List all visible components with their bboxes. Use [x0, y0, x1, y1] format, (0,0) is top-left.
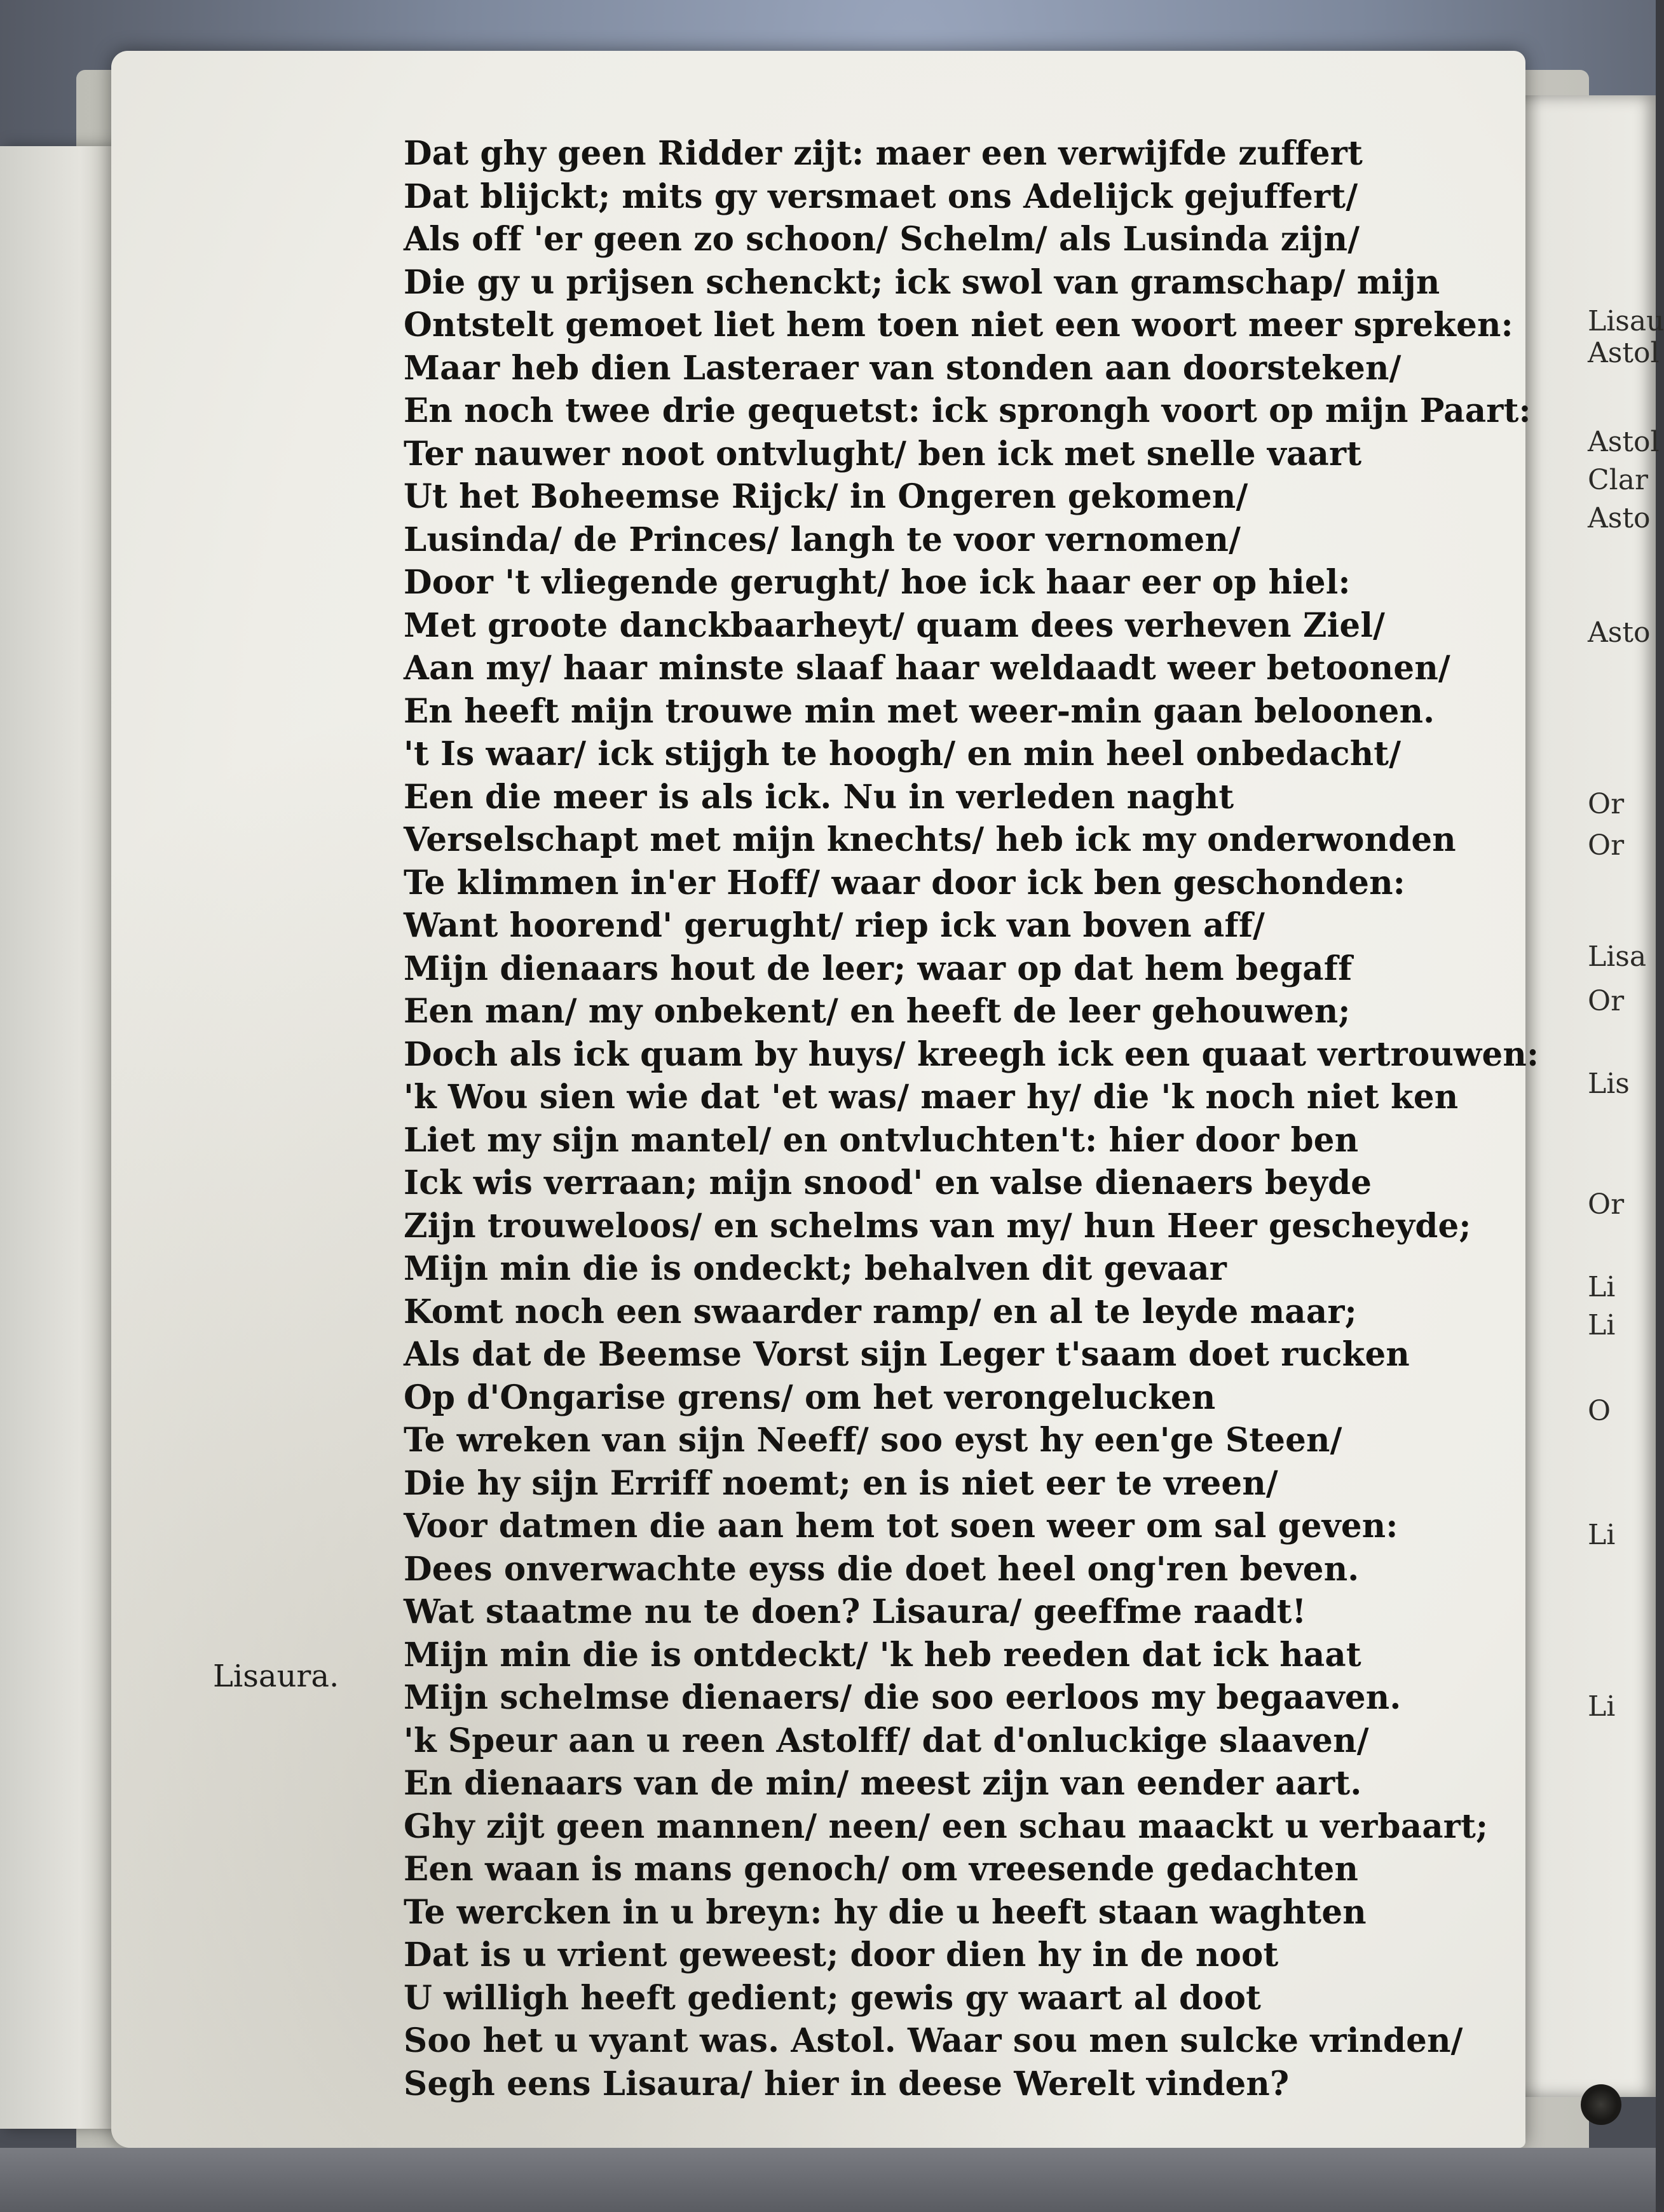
verse-line: Ghy zijt geen mannen/ neen/ een schau maackt u verbaart; — [404, 1807, 1489, 1846]
verse-line: Te klimmen in'er Hoff/ waar door ick ben geschonden: — [404, 863, 1405, 902]
verse-line: Te wercken in u breyn: hy die u heeft staan waghten — [404, 1892, 1367, 1932]
verse-line: Zijn trouweloos/ en schelms van my/ hun Heer gescheyde; — [404, 1206, 1471, 1245]
verse-line: 'k Wou sien wie dat 'et was/ maer hy/ die 'k noch niet ken — [404, 1078, 1459, 1116]
verse-line: Mijn dienaars hout de leer; waar op dat hem begaff — [404, 949, 1353, 988]
adjacent-page-fragment: Clar — [1588, 464, 1649, 496]
verse-line: Voor datmen die aan hem tot soen weer om sal geven: — [404, 1507, 1398, 1545]
verse-text-block — [404, 132, 1560, 2105]
verse-line: Want hoorend' gerught/ riep ick van boven aff/ — [404, 906, 1265, 945]
verse-line: En noch twee drie gequetst: ick sprongh voort op mijn Paart: — [404, 391, 1531, 430]
verse-line: Segh eens Lisaura/ hier in deese Werelt vinden? — [404, 2064, 1290, 2103]
verse-line: Mijn schelmse dienaers/ die soo eerloos my begaaven. — [404, 1678, 1401, 1717]
verse-line: Als off 'er geen zo schoon/ Schelm/ als Lusinda zijn/ — [404, 220, 1360, 259]
adjacent-page-fragment: Astol — [1588, 337, 1660, 369]
verse-line: Mijn min die is ondeckt; behalven dit gevaar — [404, 1249, 1227, 1288]
verse-line: Ick wis verraan; mijn snood' en valse dienaers beyde — [404, 1164, 1372, 1202]
verse-line: Soo het u vyant was. Astol. Waar sou men sulcke vrinden/ — [404, 2021, 1463, 2060]
verse-line: Verselschapt met mijn knechts/ heb ick my onderwonden — [404, 820, 1456, 859]
adjacent-page-fragment: Li — [1588, 1690, 1616, 1723]
verse-line: Wat staatme nu te doen? Lisaura/ geeffme raadt! — [404, 1592, 1307, 1631]
adjacent-page-fragment: Or — [1588, 985, 1625, 1017]
adjacent-page-fragment: Or — [1588, 829, 1625, 862]
adjacent-page-fragment: Lisau — [1588, 305, 1664, 337]
verse-line: Doch als ick quam by huys/ kreegh ick een quaat vertrouwen: — [404, 1035, 1539, 1074]
adjacent-page-fragment: Li — [1588, 1309, 1616, 1341]
verse-line: Dat ghy geen Ridder zijt: maer een verwijfde zuffert — [404, 134, 1363, 173]
book-page — [111, 51, 1539, 2148]
left-page-edge — [0, 146, 114, 2129]
verse-line: 'k Speur aan u reen Astolff/ dat d'onluckige slaaven/ — [404, 1721, 1369, 1760]
verse-line: En dienaars van de min/ meest zijn van eender aart. — [404, 1764, 1362, 1803]
cloth-surface — [0, 2148, 1656, 2212]
verse-line: Mijn min die is ontdeckt/ 'k heb reeden dat ick haat — [404, 1635, 1361, 1674]
verse-line: Een die meer is als ick. Nu in verleden naght — [404, 777, 1234, 817]
adjacent-page-fragment: Li — [1588, 1271, 1616, 1303]
adjacent-page-fragment: O — [1588, 1395, 1611, 1427]
verse-line: Met groote danckbaarheyt/ quam dees verheven Ziel/ — [404, 606, 1386, 645]
verse-line: Maar heb dien Lasteraer van stonden aan doorsteken/ — [404, 348, 1401, 388]
verse-line: 't Is waar/ ick stijgh te hoogh/ en min heel onbedacht/ — [404, 735, 1401, 773]
speaker-label: Lisaura. — [213, 1659, 339, 1694]
adjacent-page-fragment: Asto — [1588, 616, 1651, 649]
verse-line: Komt noch een swaarder ramp/ en al te leyde maar; — [404, 1292, 1357, 1331]
verse-line: Dat blijckt; mits gy versmaet ons Adelijck gejuffert/ — [404, 177, 1358, 216]
verse-line: Een waan is mans genoch/ om vreesende gedachten — [404, 1850, 1359, 1889]
verse-line: Als dat de Beemse Vorst sijn Leger t'saam doet rucken — [404, 1335, 1410, 1374]
adjacent-page-fragment: Lis — [1588, 1068, 1630, 1100]
adjacent-page-fragment: Lisa — [1588, 940, 1647, 973]
verse-line: Ut het Boheemse Rijck/ in Ongeren gekomen/ — [404, 477, 1248, 516]
verse-line: Aan my/ haar minste slaaf haar weldaadt weer betoonen/ — [404, 649, 1450, 688]
verse-line: Te wreken van sijn Neeff/ soo eyst hy een'ge Steen/ — [404, 1421, 1342, 1460]
verse-line: Op d'Ongarise grens/ om het verongelucken — [404, 1378, 1216, 1417]
adjacent-page-fragment: Li — [1588, 1519, 1616, 1551]
adjacent-page-fragment: Asto — [1588, 502, 1651, 534]
verse-line: Door 't vliegende gerught/ hoe ick haar eer op hiel: — [404, 563, 1351, 602]
verse-line: En heeft mijn trouwe min met weer-min gaan beloonen. — [404, 691, 1435, 731]
signature-mark-icon — [1581, 2084, 1621, 2125]
verse-line: Ter nauwer noot ontvlught/ ben ick met snelle vaart — [404, 434, 1362, 473]
verse-line: Liet my sijn mantel/ en ontvluchten't: hier door ben — [404, 1120, 1359, 1160]
adjacent-page-fragment: Astol — [1588, 426, 1660, 458]
verse-line: Dees onverwachte eyss die doet heel ong'ren beven. — [404, 1549, 1360, 1589]
verse-line: Ontstelt gemoet liet hem toen niet een woort meer spreken: — [404, 306, 1513, 344]
verse-line: Die hy sijn Erriff noemt; en is niet eer te vreen/ — [404, 1463, 1278, 1503]
adjacent-page-fragment: Or — [1588, 788, 1625, 820]
verse-line: Lusinda/ de Princes/ langh te voor vernomen/ — [404, 520, 1241, 559]
verse-line: Dat is u vrient geweest; door dien hy in de noot — [404, 1936, 1279, 1974]
adjacent-page-fragment: Or — [1588, 1188, 1625, 1221]
verse-line: Die gy u prijsen schenckt; ick swol van gramschap/ mijn — [404, 262, 1440, 302]
verse-line: U willigh heeft gedient; gewis gy waart al doot — [404, 1978, 1262, 2018]
verse-line: Een man/ my onbekent/ en heeft de leer gehouwen; — [404, 992, 1351, 1031]
